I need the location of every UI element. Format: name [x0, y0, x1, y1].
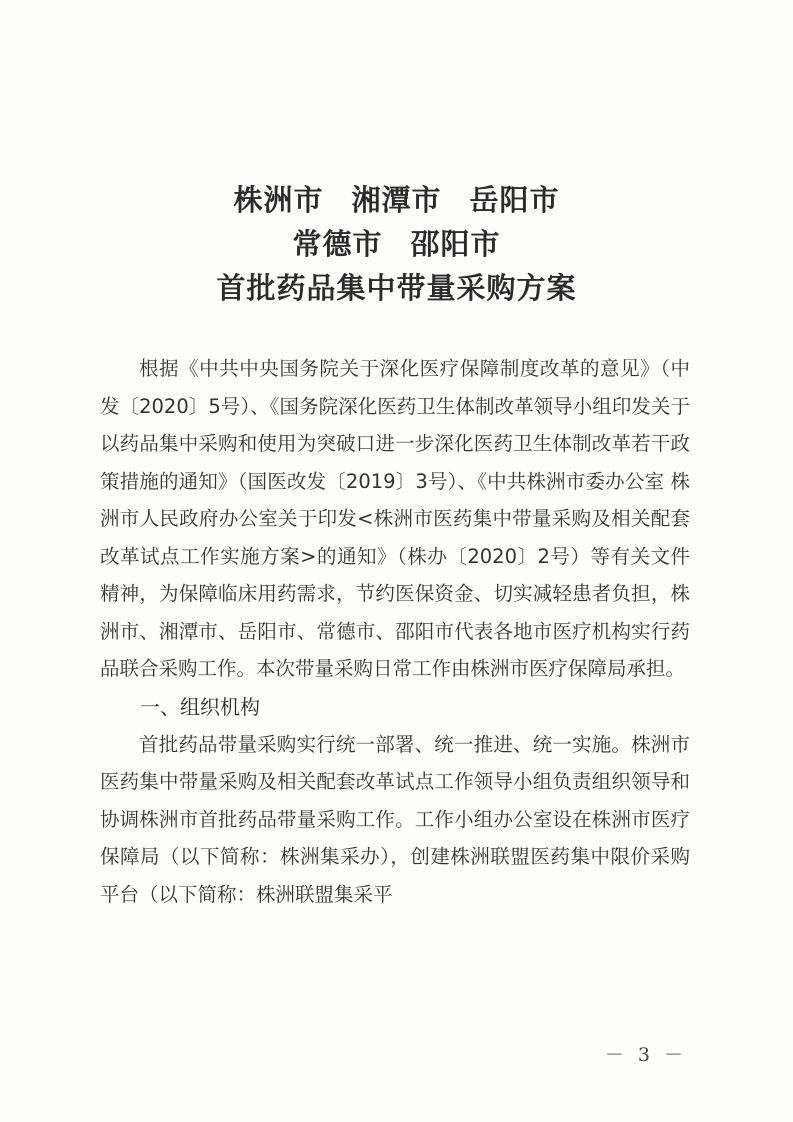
title-city-yueyang: 岳阳市	[469, 183, 560, 217]
organization-paragraph: 首批药品带量采购实行统一部署、统一推进、统一实施。株洲市医药集中带量采购及相关配套改革试点工作领导小组负责组织领导和协调株洲市首批药品带量采购工作。工作小组办公室设在株洲市医疗保障局（以下简称：株洲集采办），创建株洲联盟医药集中限价采购平台（以下简称：株洲联盟集采平	[100, 732, 690, 906]
title-line-1	[0, 178, 793, 222]
section-heading-organization: 一、组织机构	[140, 694, 260, 719]
title-city-changde: 常德市	[292, 227, 383, 261]
page-number: － 3 －	[604, 1044, 687, 1066]
title-city-xiangtan: 湘潭市	[351, 183, 442, 217]
document-title	[0, 178, 793, 310]
title-line-3: 首批药品集中带量采购方案	[216, 271, 577, 305]
title-city-shaoyang: 邵阳市	[410, 227, 501, 261]
title-city-zhuzhou: 株洲市	[233, 183, 324, 217]
document-body	[100, 350, 690, 913]
title-line-2	[0, 222, 793, 266]
intro-paragraph: 根据《中共中央国务院关于深化医疗保障制度改革的意见》（中发〔2020〕5号）、《国务院深化医药卫生体制改革领导小组印发关于以药品集中采购和使用为突破口进一步深化医药卫生体制改革若干政策措施的通知》（国医改发〔2019〕3号）、《中共株洲市委办公室 株洲市人民政府办公室关于印发<株洲市医药集中带量采购及相关配套改革试点工作实施方案>的通知》（株办〔2020〕2号）等有关文件精神，为保障临床用药需求，节约医保资金、切实减轻患者负担，株洲市、湘潭市、岳阳市、常德市、邵阳市代表各地市医疗机构实行药品联合采购工作。本次带量采购日常工作由株洲市医疗保障局承担。	[100, 357, 690, 680]
